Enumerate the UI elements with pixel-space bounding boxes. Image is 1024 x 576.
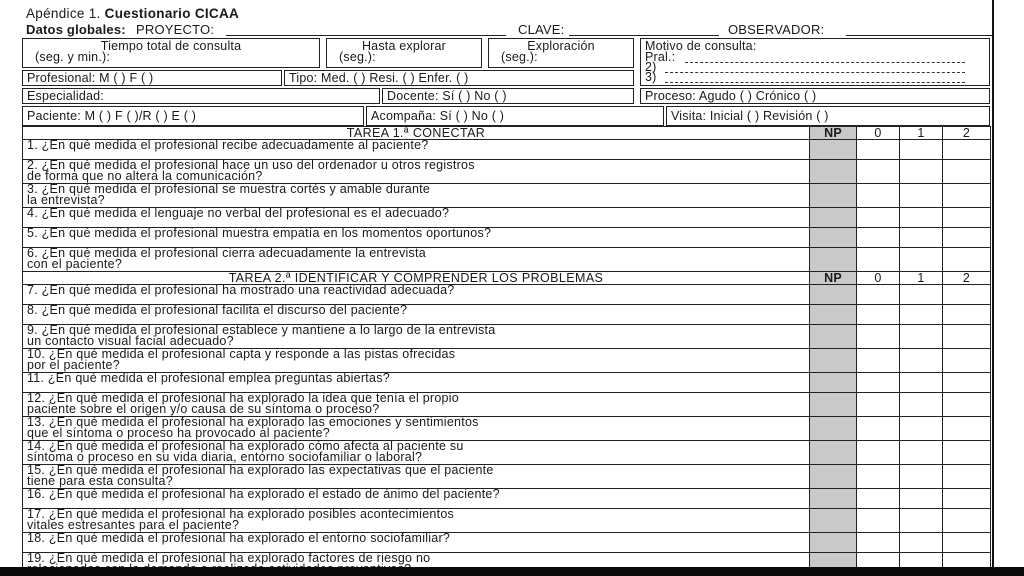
score-1-column-header: 1 (900, 272, 943, 285)
question-line: paciente sobre el origen y/o causa de su síntoma o proceso? (27, 401, 380, 416)
question-row (23, 248, 991, 272)
score-2-column-header: 2 (943, 272, 991, 285)
question-text (23, 373, 810, 393)
score-2-cell[interactable] (943, 533, 991, 553)
question-line: 13. ¿En qué medida el profesional ha explorado las emociones y sentimientos (27, 416, 479, 429)
document-title (26, 6, 239, 21)
score-1-cell[interactable] (900, 417, 943, 441)
score-1-cell[interactable] (900, 373, 943, 393)
motivo-label: Motivo de consulta: (645, 39, 757, 53)
score-2-cell[interactable] (943, 208, 991, 228)
score-1-column-header: 1 (900, 127, 943, 140)
np-cell[interactable] (810, 393, 857, 417)
question-line: la entrevista? (27, 192, 105, 207)
score-2-cell[interactable] (943, 417, 991, 441)
score-1-cell[interactable] (900, 509, 943, 533)
score-0-column-header: 0 (857, 272, 900, 285)
score-2-cell[interactable] (943, 465, 991, 489)
np-cell[interactable] (810, 140, 857, 160)
question-line: 17. ¿En qué medida el profesional ha explorado posibles acontecimientos (27, 508, 455, 521)
observador-field[interactable] (846, 23, 992, 36)
score-2-cell[interactable] (943, 305, 991, 325)
question-row (23, 465, 991, 489)
question-line: 4. ¿En qué medida el lenguaje no verbal del profesional es el adecuado? (27, 207, 450, 220)
score-0-cell[interactable] (857, 533, 900, 553)
score-2-cell[interactable] (943, 140, 991, 160)
score-1-cell[interactable] (900, 184, 943, 208)
task-header-row (23, 127, 991, 140)
question-text (23, 184, 810, 208)
question-text (23, 305, 810, 325)
score-2-cell[interactable] (943, 325, 991, 349)
question-text (23, 325, 810, 349)
question-text (23, 465, 810, 489)
np-cell[interactable] (810, 465, 857, 489)
question-text (23, 349, 810, 373)
questionnaire-title: Cuestionario CICAA (104, 6, 240, 21)
question-line: 9. ¿En qué medida el profesional establece y mantiene a lo largo de la entrevista (27, 324, 496, 337)
question-row (23, 393, 991, 417)
motivo-pral-label: Pral.: (645, 50, 676, 64)
np-column-header: NP (810, 272, 857, 285)
question-line: 18. ¿En qué medida el profesional ha explorado el entorno sociofamiliar? (27, 532, 451, 545)
question-row (23, 373, 991, 393)
score-2-cell[interactable] (943, 349, 991, 373)
np-cell[interactable] (810, 248, 857, 272)
proceso-field[interactable]: Proceso: Agudo ( ) Crónico ( ) (640, 88, 990, 104)
exploracion-field[interactable] (488, 38, 634, 68)
question-text (23, 441, 810, 465)
tiempo-total-unit: (seg. y min.): (35, 50, 111, 64)
observador-label: OBSERVADOR: (728, 22, 825, 37)
hasta-explorar-label: Hasta explorar (361, 39, 447, 53)
exploracion-unit: (seg.): (501, 50, 538, 64)
score-1-cell[interactable] (900, 160, 943, 184)
question-line: 5. ¿En qué medida el profesional muestra empatía en los momentos oportunos? (27, 227, 492, 240)
question-line: 10. ¿En qué medida el profesional capta y responde a las pistas ofrecidas (27, 348, 456, 361)
question-line: vitales estresantes para el paciente? (27, 517, 240, 532)
visita-field[interactable]: Visita: Inicial ( ) Revisión ( ) (666, 106, 990, 126)
question-row (23, 208, 991, 228)
score-0-cell[interactable] (857, 509, 900, 533)
score-1-cell[interactable] (900, 208, 943, 228)
question-text (23, 489, 810, 509)
question-row (23, 184, 991, 208)
score-2-cell[interactable] (943, 441, 991, 465)
np-cell[interactable] (810, 441, 857, 465)
score-0-cell[interactable] (857, 140, 900, 160)
question-line: tiene para esta consulta? (27, 473, 173, 488)
task-title: TAREA 2.ª IDENTIFICAR Y COMPRENDER LOS PROBLEMAS (23, 272, 810, 285)
score-2-cell[interactable] (943, 160, 991, 184)
score-1-cell[interactable] (900, 228, 943, 248)
question-line: 7. ¿En qué medida el profesional ha mostrado una reactividad adecuada? (27, 284, 455, 297)
score-0-cell[interactable] (857, 285, 900, 305)
question-row (23, 160, 991, 184)
question-text (23, 208, 810, 228)
proyecto-field[interactable] (226, 23, 506, 36)
question-row (23, 305, 991, 325)
score-2-cell[interactable] (943, 509, 991, 533)
score-2-cell[interactable] (943, 228, 991, 248)
question-row (23, 417, 991, 441)
question-row (23, 509, 991, 533)
score-0-cell[interactable] (857, 248, 900, 272)
question-text (23, 533, 810, 553)
score-1-cell[interactable] (900, 285, 943, 305)
question-line: 3. ¿En qué medida el profesional se muestra cortés y amable durante (27, 183, 431, 196)
score-2-cell[interactable] (943, 489, 991, 509)
acompania-field[interactable]: Acompaña: Sí ( ) No ( ) (366, 106, 664, 126)
question-row (23, 228, 991, 248)
score-0-cell[interactable] (857, 184, 900, 208)
np-cell[interactable] (810, 184, 857, 208)
np-cell[interactable] (810, 489, 857, 509)
questionnaire-sheet (22, 0, 994, 576)
motivo-3-label: 3) (645, 70, 657, 84)
question-line: de forma que no altera la comunicación? (27, 168, 263, 183)
motivo-3-line[interactable] (665, 72, 965, 83)
hasta-explorar-unit: (seg.): (339, 50, 376, 64)
question-line: 11. ¿En qué medida el profesional emplea preguntas abiertas? (27, 372, 390, 385)
question-line: 2. ¿En qué medida el profesional hace un uso del ordenador u otros registros (27, 159, 475, 172)
question-row (23, 140, 991, 160)
score-0-column-header: 0 (857, 127, 900, 140)
np-cell[interactable] (810, 533, 857, 553)
appendix-label: Apéndice 1. (26, 6, 101, 21)
question-text (23, 160, 810, 184)
score-0-cell[interactable] (857, 465, 900, 489)
score-0-cell[interactable] (857, 417, 900, 441)
question-text (23, 509, 810, 533)
score-1-cell[interactable] (900, 248, 943, 272)
score-1-cell[interactable] (900, 305, 943, 325)
np-cell[interactable] (810, 417, 857, 441)
question-text (23, 285, 810, 305)
np-cell[interactable] (810, 349, 857, 373)
np-cell[interactable] (810, 509, 857, 533)
question-row (23, 285, 991, 305)
question-line: 6. ¿En qué medida el profesional cierra adecuadamente la entrevista (27, 247, 426, 260)
score-1-cell[interactable] (900, 465, 943, 489)
question-line: 12. ¿En qué medida el profesional ha explorado la idea que tenía el propio (27, 392, 459, 405)
especialidad-field[interactable]: Especialidad: (22, 88, 380, 104)
question-line: 15. ¿En qué medida el profesional ha explorado las expectativas que el paciente (27, 464, 494, 477)
score-0-cell[interactable] (857, 228, 900, 248)
question-text (23, 248, 810, 272)
score-0-cell[interactable] (857, 441, 900, 465)
question-text (23, 417, 810, 441)
score-2-cell[interactable] (943, 248, 991, 272)
score-2-column-header: 2 (943, 127, 991, 140)
score-2-cell[interactable] (943, 184, 991, 208)
motivo-2-label: 2) (645, 60, 657, 74)
question-row (23, 489, 991, 509)
score-2-cell[interactable] (943, 285, 991, 305)
score-2-cell[interactable] (943, 373, 991, 393)
score-0-cell[interactable] (857, 208, 900, 228)
np-cell[interactable] (810, 228, 857, 248)
question-line: un contacto visual facial adecuado? (27, 333, 234, 348)
np-cell[interactable] (810, 285, 857, 305)
motivo-consulta-field[interactable] (640, 38, 990, 86)
question-line: 1. ¿En qué medida el profesional recibe adecuadamente al paciente? (27, 139, 429, 152)
np-cell[interactable] (810, 305, 857, 325)
np-cell[interactable] (810, 160, 857, 184)
tiempo-total-label: Tiempo total de consulta (100, 39, 242, 53)
score-0-cell[interactable] (857, 373, 900, 393)
tipo-field[interactable]: Tipo: Med. ( ) Resi. ( ) Enfer. ( ) (284, 70, 634, 86)
score-1-cell[interactable] (900, 349, 943, 373)
score-0-cell[interactable] (857, 305, 900, 325)
proyecto-label: PROYECTO: (136, 22, 215, 37)
score-1-cell[interactable] (900, 441, 943, 465)
globals-label: Datos globales: (26, 22, 126, 37)
score-2-cell[interactable] (943, 393, 991, 417)
question-text (23, 393, 810, 417)
score-0-cell[interactable] (857, 325, 900, 349)
score-1-cell[interactable] (900, 533, 943, 553)
exploracion-label: Exploración (527, 39, 595, 53)
score-1-cell[interactable] (900, 325, 943, 349)
np-column-header: NP (810, 127, 857, 140)
score-0-cell[interactable] (857, 349, 900, 373)
question-line: que el síntoma o proceso ha provocado al paciente? (27, 425, 330, 440)
question-row (23, 349, 991, 373)
score-1-cell[interactable] (900, 140, 943, 160)
clave-label: CLAVE: (518, 22, 565, 37)
question-line: 16. ¿En qué medida el profesional ha explorado el estado de ánimo del paciente? (27, 488, 500, 501)
question-line: 19. ¿En qué medida el profesional ha explorado factores de riesgo no (27, 552, 431, 565)
score-0-cell[interactable] (857, 393, 900, 417)
clave-field[interactable] (569, 23, 719, 36)
hasta-explorar-field[interactable] (326, 38, 482, 68)
profesional-sex-field[interactable]: Profesional: M ( ) F ( ) (22, 70, 282, 86)
np-cell[interactable] (810, 373, 857, 393)
docente-field[interactable]: Docente: Sí ( ) No ( ) (382, 88, 634, 104)
score-1-cell[interactable] (900, 489, 943, 509)
question-text (23, 228, 810, 248)
global-data-row (26, 22, 992, 38)
task-header-row (23, 272, 991, 285)
np-cell[interactable] (810, 208, 857, 228)
tiempo-total-field[interactable] (22, 38, 320, 68)
question-row (23, 533, 991, 553)
np-cell[interactable] (810, 325, 857, 349)
question-row (23, 325, 991, 349)
bottom-bar (0, 567, 1024, 576)
task-title: TAREA 1.ª CONECTAR (23, 127, 810, 140)
question-line: síntoma o proceso en su vida diaria, entorno sociofamiliar o laboral? (27, 449, 423, 464)
score-0-cell[interactable] (857, 160, 900, 184)
score-0-cell[interactable] (857, 489, 900, 509)
question-text (23, 140, 810, 160)
question-row (23, 441, 991, 465)
question-line: 8. ¿En qué medida el profesional facilita el discurso del paciente? (27, 304, 408, 317)
question-line: con el paciente? (27, 256, 123, 271)
paciente-field[interactable]: Paciente: M ( ) F ( )/R ( ) E ( ) (22, 106, 364, 126)
question-line: 14. ¿En qué medida el profesional ha explorado cómo afecta al paciente su (27, 440, 464, 453)
page-border (992, 0, 994, 576)
score-1-cell[interactable] (900, 393, 943, 417)
questionnaire-table (22, 126, 991, 576)
question-line: por el paciente? (27, 357, 120, 372)
